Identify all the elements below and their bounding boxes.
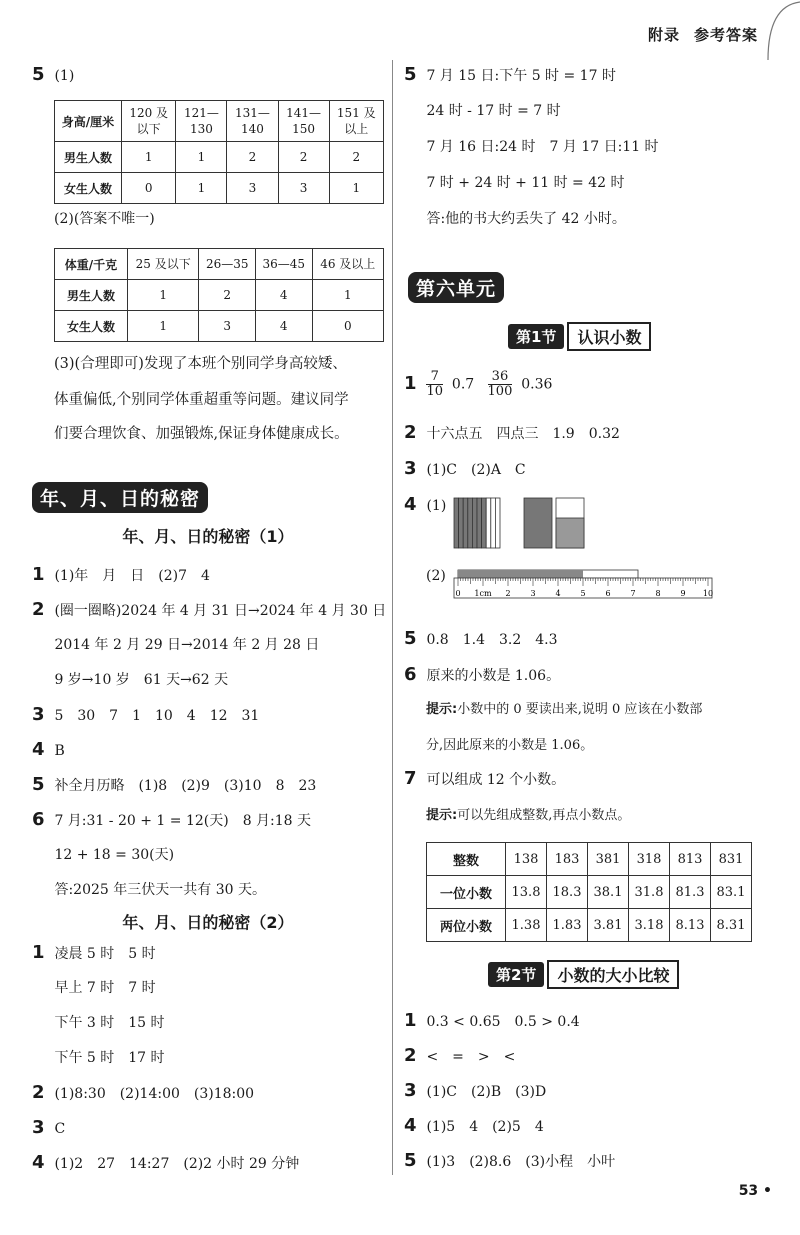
table-cell: 2 [227,142,278,173]
table-cell: 1 [122,142,176,173]
grid-cell [524,498,552,548]
lesson-2-title [488,960,679,989]
ruler-label: 5 [580,589,586,598]
table-cell: 1 [176,142,227,173]
table-cell: 整数 [427,843,506,876]
q6-hint-line: 分,因此原来的小数是 1.06。 [426,738,594,753]
answer-text: (1)年 月 日 (2)7 4 [54,568,210,584]
table-header-cell: 141—150 [278,101,329,142]
table-cell: 3 [199,311,256,342]
q4-part2: (2) [426,568,446,584]
grid-cell [556,518,584,548]
grid-cell [482,498,487,548]
answer-line [32,564,210,585]
q4-line: 4 (1) [404,494,447,515]
answer-number: 5 [404,64,417,85]
table-cell: 3 [227,173,278,204]
table-cell: 8.13 [670,909,711,942]
unit-title-calendar: 年、月、日的秘密 [32,482,208,513]
answer-line [404,64,616,85]
table-cell: 8.31 [711,909,752,942]
answer-line [404,100,561,120]
table-row [55,173,384,204]
answer-number: 3 [404,1080,417,1101]
table-header-cell: 131—140 [227,101,278,142]
table-cell: 81.3 [670,876,711,909]
answer-text: 凌晨 5 时 5 时 [54,946,156,962]
table-cell: 183 [547,843,588,876]
table-cell: 318 [629,843,670,876]
table-row [427,909,752,942]
q1-decimal2: 0.36 [521,376,553,393]
lesson-1-name: 认识小数 [567,322,651,351]
unit-title-six: 第六单元 [408,272,504,303]
answer-text: (1)C (2)B (3)D [426,1084,547,1100]
table-cell: 31.8 [629,876,670,909]
table-header-cell: 25 及以下 [128,249,199,280]
answer-number: 4 [404,1115,417,1136]
answer-text: (圈一圈略)2024 年 4 月 31 日→2024 年 4 月 30 日 [54,603,387,619]
q7-hint-line: 提示:可以先组成整数,再点小数点。 [426,808,631,823]
answer-line [32,977,156,997]
page-number: 53 • [738,1183,772,1199]
answer-line [32,774,316,795]
answer-line [32,1012,165,1032]
q6-hint-line: 提示:小数中的 0 要读出来,说明 0 应该在小数部 [426,702,703,717]
answer-text: 9 岁→10 岁 61 天→62 天 [54,672,229,688]
answer-text: 7 月:31 - 20 + 1 = 12(天) 8 月:18 天 [54,813,312,829]
lesson-2-tag: 第2节 [488,962,544,987]
answer-line [32,1082,254,1103]
table-header-cell: 36—45 [255,249,312,280]
answer-line [404,1115,544,1136]
ruler-figure [452,568,724,610]
answer-text: 2014 年 2 月 29 日→2014 年 2 月 28 日 [54,637,320,653]
answer-line [32,942,156,963]
height-table [54,100,384,204]
page-header [634,24,758,45]
table-cell: 1 [128,280,199,311]
answer-text: (1)5 4 (2)5 4 [426,1119,544,1135]
table-row [55,280,384,311]
section-title-1: 年、月、日的秘密（1） [122,527,294,546]
answer-line [404,1150,615,1171]
answer-number: 4 [32,739,45,760]
grid-cell [486,498,491,548]
answer-line [404,1080,546,1101]
table-cell: 男生人数 [55,142,122,173]
table-header-cell: 151 及以上 [329,101,383,142]
table-cell: 18.3 [547,876,588,909]
table-cell: 138 [506,843,547,876]
answer-text: 下午 3 时 15 时 [54,1015,165,1031]
table-cell: 1 [329,173,383,204]
q5-part3-line: (3)(合理即可)发现了本班个别同学身高较矮、 [54,356,347,372]
table-row [427,876,752,909]
answer-text: (1)8:30 (2)14:00 (3)18:00 [54,1086,255,1102]
table-cell: 1 [128,311,199,342]
q5-line: 5 0.8 1.4 3.2 4.3 [404,628,558,649]
ruler-label: 10 [702,589,714,598]
q5-part1: (1) [54,68,75,84]
answer-text: 0.3 < 0.65 0.5 > 0.4 [426,1014,580,1030]
ruler-label: 2 [505,589,511,598]
table-cell: 4 [255,280,312,311]
grid-cell [472,498,477,548]
answer-line [32,599,386,620]
table-header-cell: 46 及以上 [312,249,383,280]
answer-text: 24 时 - 17 时 = 7 时 [426,103,561,119]
answer-line [32,1047,165,1067]
answer-line [32,634,319,654]
table-cell: 男生人数 [55,280,128,311]
answer-number: 1 [32,564,45,585]
table-row [427,843,752,876]
ruler-label: 0 [455,589,461,598]
answer-text: < = > < [426,1049,516,1065]
q5-number: 5 [32,64,45,85]
table-header-row [55,101,384,142]
grid-cell [491,498,496,548]
answer-number: 6 [32,809,45,830]
q6-line: 6 原来的小数是 1.06。 [404,664,561,685]
fraction-36-100: $\frac{36}{100}$ [487,369,513,399]
table-cell: 831 [711,843,752,876]
answer-text: 7 月 16 日:24 时 7 月 17 日:11 时 [426,139,659,155]
answer-text: 答:他的书大约丢失了 42 小时。 [426,211,626,227]
table-cell: 1 [176,173,227,204]
grid-cell [459,498,464,548]
ruler-label: 7 [630,589,636,598]
q3-line: 3 (1)C (2)A C [404,458,526,479]
answer-text: 下午 5 时 17 时 [54,1050,165,1066]
table-cell: 两位小数 [427,909,506,942]
answer-number: 2 [32,599,45,620]
answer-line [32,809,311,830]
table-cell: 4 [255,311,312,342]
table-cell: 女生人数 [55,173,122,204]
table-cell: 2 [329,142,383,173]
answer-text: 早上 7 时 7 时 [54,980,156,996]
table-header-cell: 121—130 [176,101,227,142]
answer-number: 1 [404,1010,417,1031]
ruler-fill [458,570,583,578]
table-header-cell: 120 及以下 [122,101,176,142]
q2-line: 2 十六点五 四点三 1.9 0.32 [404,422,620,443]
answer-number: 5 [32,774,45,795]
answer-line [32,879,266,899]
answer-line [32,1152,299,1173]
grid-cell [454,498,459,548]
decimal-table [426,842,752,942]
answer-text: 7 月 15 日:下午 5 时 = 17 时 [426,68,616,84]
table-cell: 1.38 [506,909,547,942]
answer-line [404,172,625,192]
table-cell: 38.1 [588,876,629,909]
answer-line [32,739,65,760]
column-divider [392,60,393,1175]
answer-text: 7 时 + 24 时 + 11 时 = 42 时 [426,175,625,191]
lesson-1-tag: 第1节 [508,324,564,349]
q5-part3-line: 体重偏低,个别同学体重超重等问题。建议同学 [54,392,349,408]
q5-line [32,64,74,85]
answers-label: 参考答案 [693,26,758,44]
ruler-label: 8 [655,589,661,598]
answer-text: 5 30 7 1 10 4 12 31 [54,708,260,724]
q5-part2: (2)(答案不唯一) [54,211,155,227]
table-cell: 0 [312,311,383,342]
weight-table [54,248,384,342]
q5-part3-line: 们要合理饮食、加强锻炼,保证身体健康成长。 [54,426,349,442]
ruler-label: 3 [530,589,536,598]
table-cell: 3.81 [588,909,629,942]
answer-line [32,669,228,689]
answer-number: 3 [32,704,45,725]
answer-line [32,704,259,725]
table-cell: 3 [278,173,329,204]
table-cell: 2 [278,142,329,173]
answer-text: 答:2025 年三伏天一共有 30 天。 [54,882,266,898]
lesson-2-name: 小数的大小比较 [547,960,679,989]
answer-line [404,1010,580,1031]
grid-cell [463,498,468,548]
table-cell: 1.83 [547,909,588,942]
table-cell: 女生人数 [55,311,128,342]
table-cell: 3.18 [629,909,670,942]
ruler-label: 4 [555,589,561,598]
answer-text: 补全月历略 (1)8 (2)9 (3)10 8 23 [54,778,317,794]
grid-cell [495,498,500,548]
q1-line [404,370,552,399]
table-cell: 381 [588,843,629,876]
appendix-label: 附录 [647,26,680,44]
table-cell: 13.8 [506,876,547,909]
answer-text: 12 + 18 = 30(天) [54,847,175,863]
table-row [55,311,384,342]
table-cell: 2 [199,280,256,311]
q1-decimal1: 0.7 [451,376,475,393]
section-title-2: 年、月、日的秘密（2） [122,913,294,932]
ruler-label: 6 [605,589,611,598]
answer-text: (1)2 27 14:27 (2)2 小时 29 分钟 [54,1156,300,1172]
q1-number: 1 [404,372,417,394]
answer-text: C [54,1121,66,1137]
answer-line [32,1117,65,1138]
answer-text: (1)3 (2)8.6 (3)小程 小叶 [426,1154,616,1170]
table-cell: 0 [122,173,176,204]
table-header-row [55,249,384,280]
grid-cell [477,498,482,548]
answer-number: 5 [404,1150,417,1171]
answer-number: 2 [404,1045,417,1066]
answer-text: B [54,743,65,759]
answer-number: 4 [32,1152,45,1173]
q7-line: 7 可以组成 12 个小数。 [404,768,566,789]
table-cell: 83.1 [711,876,752,909]
table-cell: 1 [312,280,383,311]
answer-line [404,208,626,228]
table-header-cell: 26—35 [199,249,256,280]
answer-line [404,136,659,156]
ruler-label: 9 [680,589,686,598]
answer-line [32,844,174,864]
table-row [55,142,384,173]
answer-line [404,1045,515,1066]
answer-number: 2 [32,1082,45,1103]
answer-number: 1 [32,942,45,963]
page-corner-decoration [760,0,800,60]
table-cell: 813 [670,843,711,876]
ruler-label: 1cm [474,589,492,598]
grid-cell [468,498,473,548]
lesson-1-title [508,322,651,351]
decimal-grid-figures [452,496,592,552]
table-header-cell: 身高/厘米 [55,101,122,142]
answer-number: 3 [32,1117,45,1138]
table-cell: 一位小数 [427,876,506,909]
fraction-7-10: $\frac{7}{10}$ [426,369,443,399]
table-header-cell: 体重/千克 [55,249,128,280]
